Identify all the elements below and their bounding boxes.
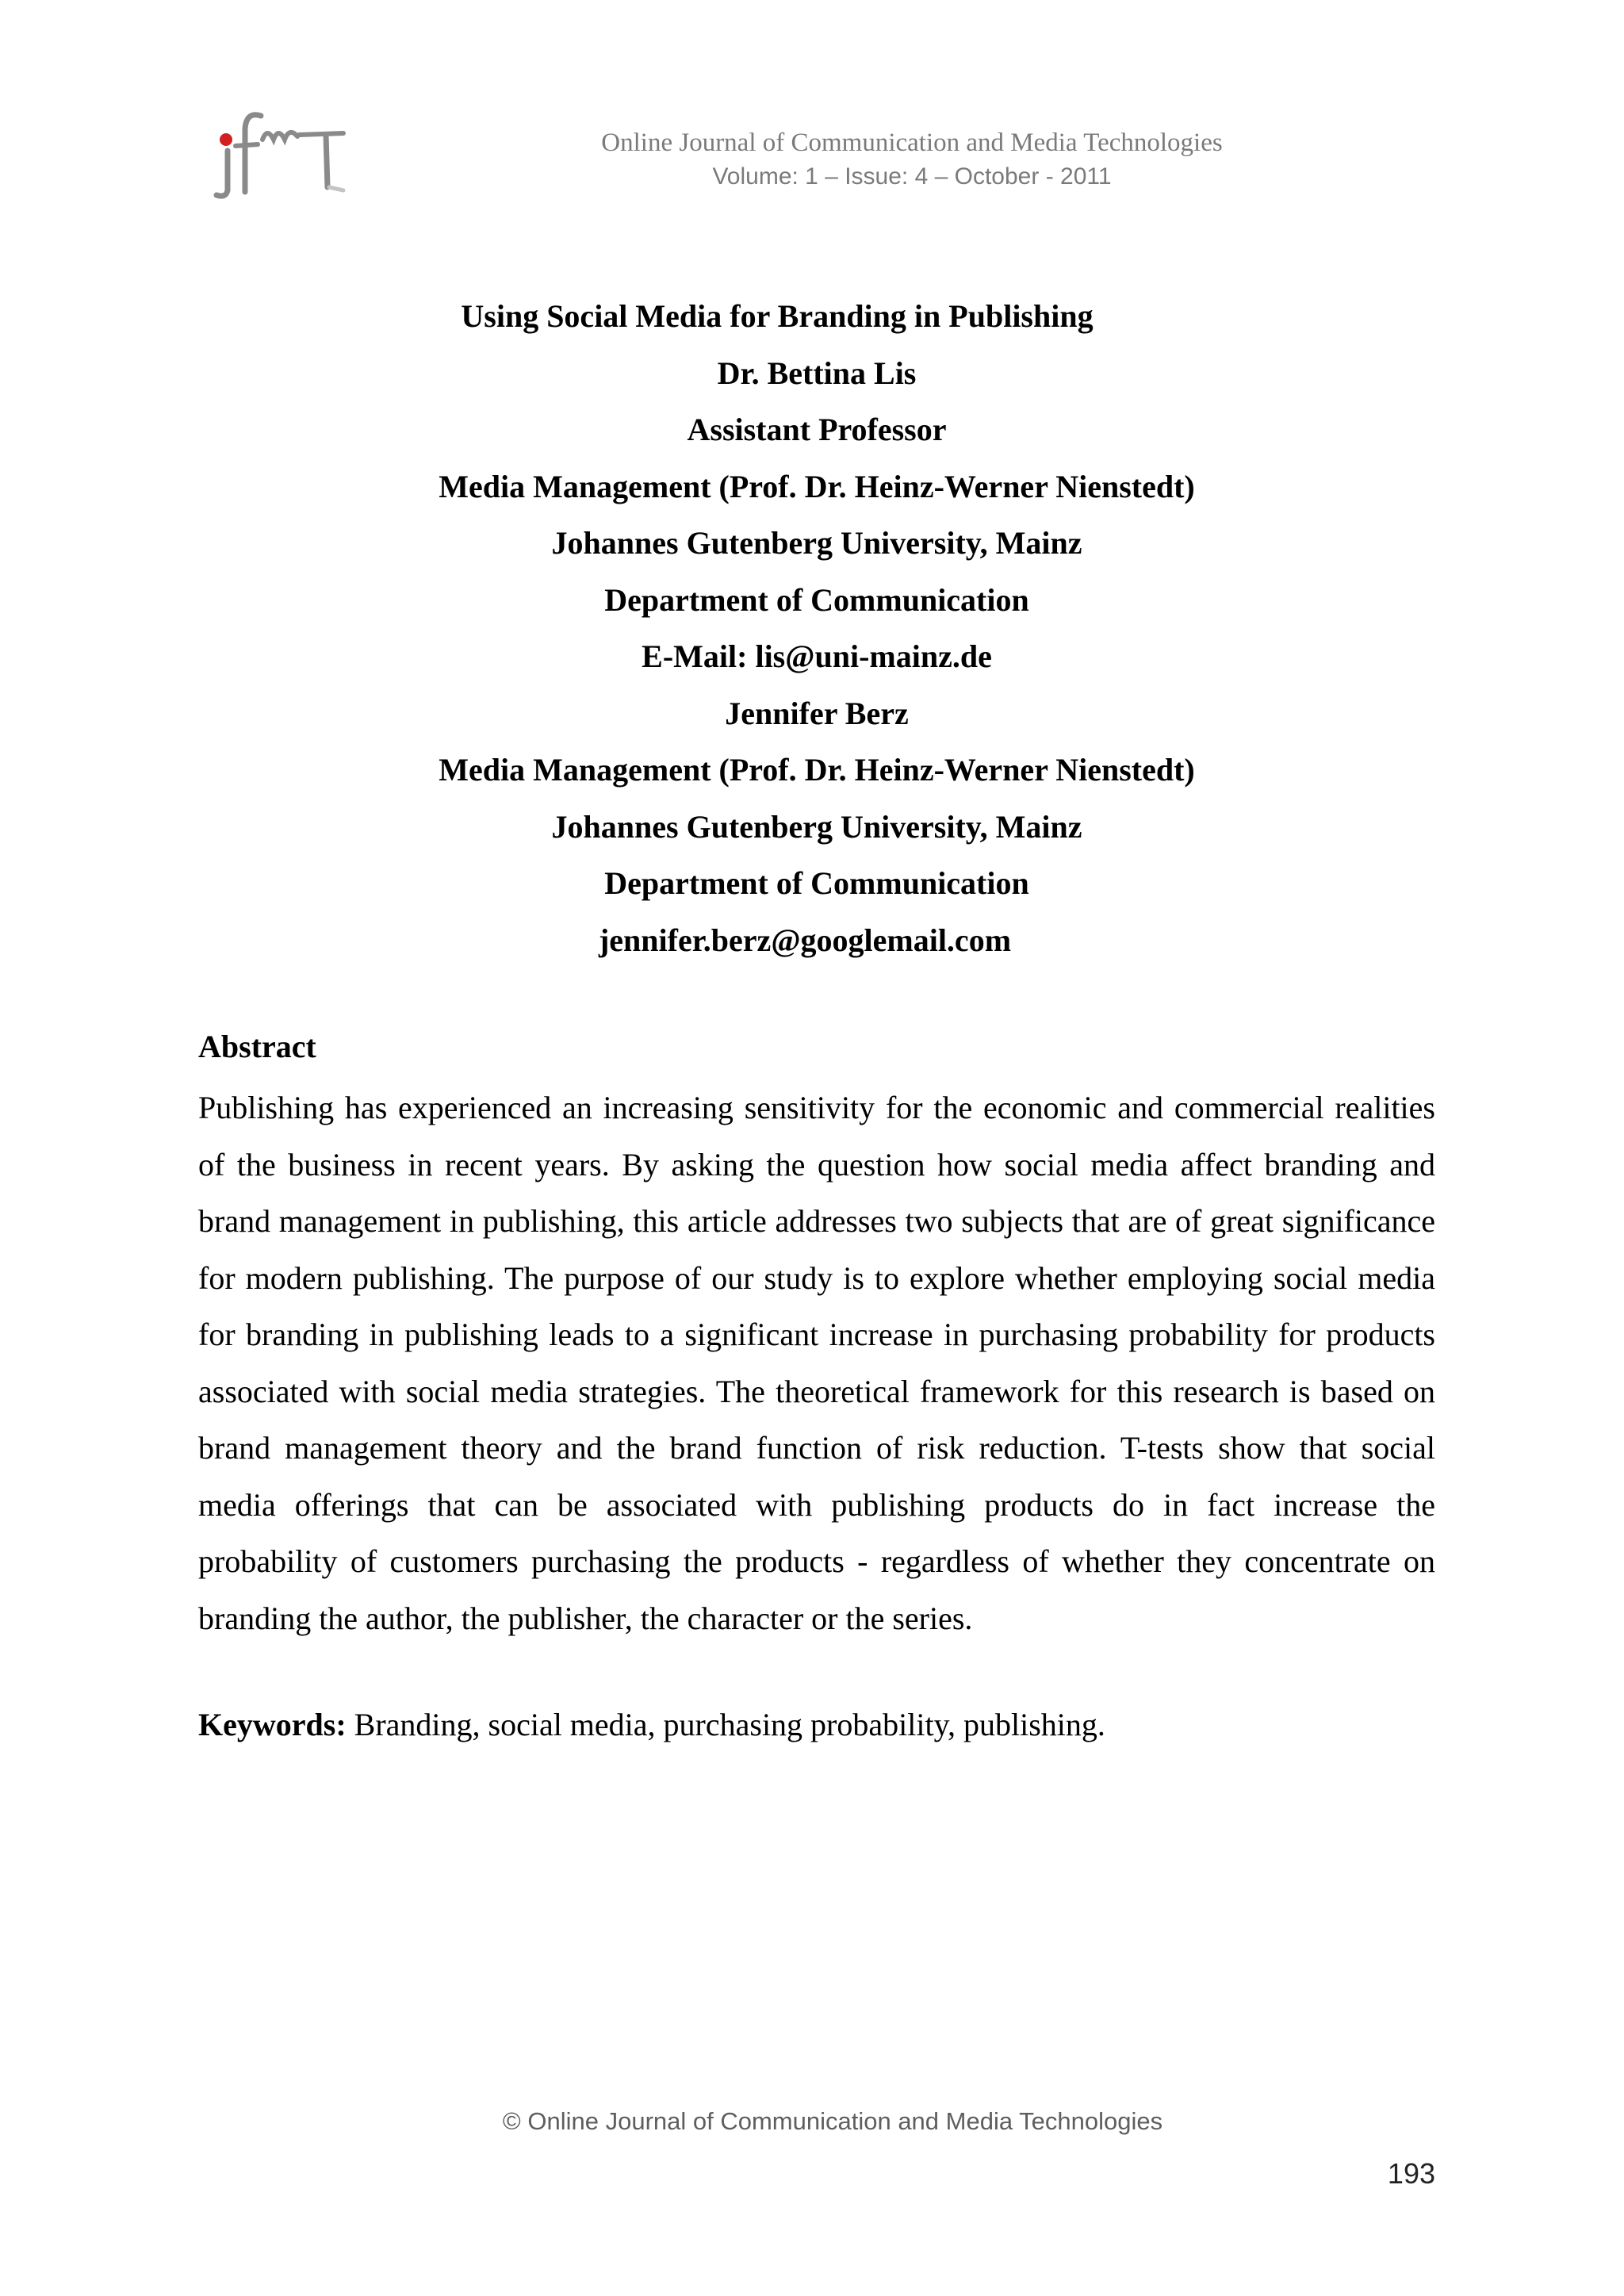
author1-name: Dr. Bettina Lis xyxy=(717,355,917,391)
author2-university: Johannes Gutenberg University, Mainz xyxy=(551,808,1082,845)
author1-unit: Media Management (Prof. Dr. Heinz-Werner Nienstedt) xyxy=(439,468,1195,504)
author1-position: Assistant Professor xyxy=(687,412,947,447)
author2-unit: Media Management (Prof. Dr. Heinz-Werner Nienstedt) xyxy=(439,752,1195,788)
author2-name: Jennifer Berz xyxy=(725,695,909,731)
jocmt-logo-icon xyxy=(210,105,353,200)
journal-name: Online Journal of Communication and Media Technologies xyxy=(601,128,1223,157)
article-title: Using Social Media for Branding in Publishing xyxy=(461,298,1094,334)
title-block xyxy=(198,288,1435,968)
keywords-label: Keywords: xyxy=(198,1707,347,1742)
abstract-heading: Abstract xyxy=(198,1029,316,1064)
journal-logo xyxy=(210,105,353,200)
author2-department: Department of Communication xyxy=(604,865,1029,901)
journal-issue: Volume: 1 – Issue: 4 – October - 2011 xyxy=(712,163,1112,190)
author1-email: E-Mail: lis@uni-mainz.de xyxy=(642,638,992,674)
author1-department: Department of Communication xyxy=(604,581,1029,618)
author2-email: jennifer.berz@googlemail.com xyxy=(598,922,1012,958)
abstract-text: Publishing has experienced an increasing sensitivity for the economic and commercial realities of the business in recent years. By asking the question how social media affect branding and brand management in publishing, this article addresses two subjects that are of great significance for modern publishing. The purpose of our study is to explore whether employing social media for branding in publishing leads to a significant increase in purchasing probability for products associated with social media strategies. The theoretical framework for this research is based on brand management theory and the brand function of risk reduction. T-tests show that social media offerings that can be associated with publishing products do in fact increase the probability of customers purchasing the products - regardless of whether they concentrate on branding the author, the publisher, the character or the series. xyxy=(198,1090,1435,1636)
keywords xyxy=(198,1706,1435,1744)
page-number: 193 xyxy=(1387,2157,1435,2190)
keywords-text: Branding, social media, purchasing probability, publishing. xyxy=(346,1707,1105,1742)
footer-copyright: © Online Journal of Communication and Media Technologies xyxy=(502,2107,1163,2135)
author1-university: Johannes Gutenberg University, Mainz xyxy=(551,525,1082,561)
